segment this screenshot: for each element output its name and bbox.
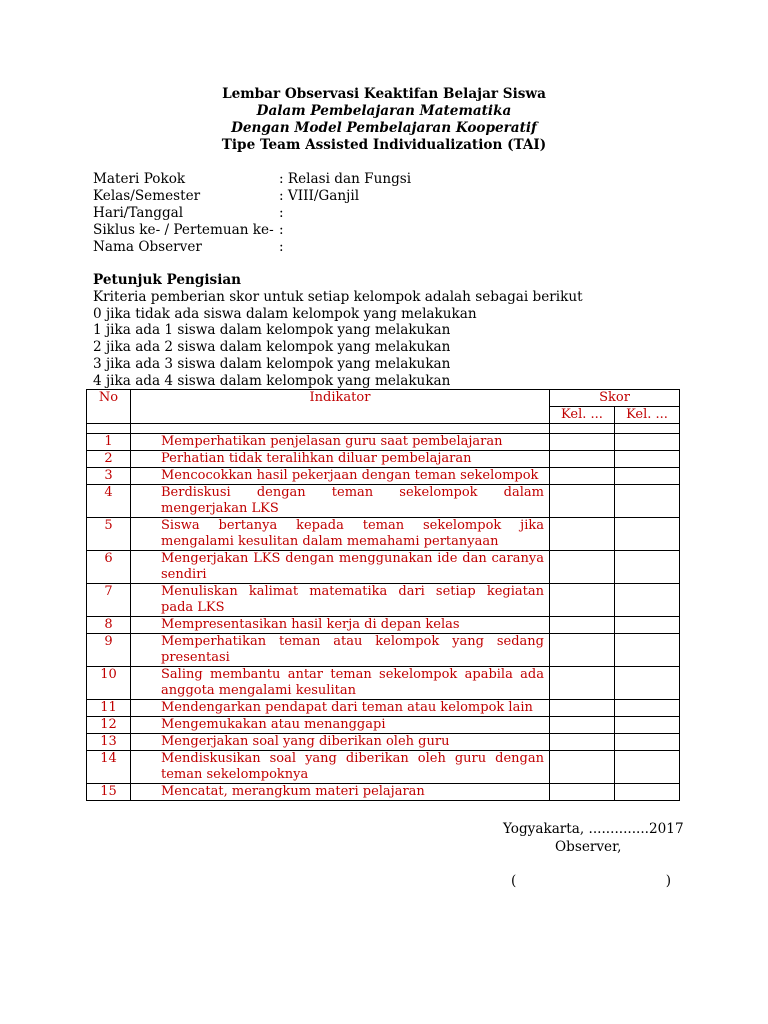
spacer-cell xyxy=(87,424,131,434)
row-number: 12 xyxy=(87,717,131,734)
row-indicator: Mendiskusikan soal yang diberikan oleh guru dengan teman sekelompoknya xyxy=(131,751,550,784)
spacer-cell xyxy=(615,424,680,434)
score-cell-group-1[interactable] xyxy=(550,518,615,551)
score-cell-group-1[interactable] xyxy=(550,584,615,617)
table-row xyxy=(87,468,680,485)
row-number: 4 xyxy=(87,485,131,518)
table-row xyxy=(87,734,680,751)
row-indicator: Perhatian tidak teralihkan diluar pembelajaran xyxy=(131,451,550,468)
score-cell-group-2[interactable] xyxy=(615,784,680,801)
info-label: Kelas/Semester xyxy=(93,188,201,204)
table-header-row xyxy=(87,390,680,407)
identity-section xyxy=(93,171,653,256)
info-row-hari xyxy=(93,205,653,222)
score-cell-group-2[interactable] xyxy=(615,700,680,717)
score-cell-group-1[interactable] xyxy=(550,784,615,801)
instructions-section xyxy=(93,272,693,390)
table-row xyxy=(87,784,680,801)
table-row xyxy=(87,518,680,551)
score-cell-group-2[interactable] xyxy=(615,584,680,617)
score-cell-group-1[interactable] xyxy=(550,717,615,734)
header-no: No xyxy=(87,390,131,424)
row-number: 5 xyxy=(87,518,131,551)
header-group-2: Kel. ... xyxy=(615,407,680,424)
title-line-2: Dalam Pembelajaran Matematika xyxy=(256,103,512,119)
signature-line xyxy=(503,872,671,890)
instruction-line: 0 jika tidak ada siswa dalam kelompok yang melakukan xyxy=(93,305,477,322)
spacer-cell xyxy=(550,424,615,434)
table-row xyxy=(87,485,680,518)
row-indicator: Saling membantu antar teman sekelompok apabila ada anggota mengalami kesulitan xyxy=(131,667,550,700)
score-cell-group-2[interactable] xyxy=(615,551,680,584)
table-row xyxy=(87,700,680,717)
info-row-materi xyxy=(93,171,653,188)
score-cell-group-2[interactable] xyxy=(615,634,680,667)
score-cell-group-2[interactable] xyxy=(615,451,680,468)
table-row xyxy=(87,667,680,700)
title-line-1: Lembar Observasi Keaktifan Belajar Siswa xyxy=(222,86,546,102)
table-row xyxy=(87,551,680,584)
row-number: 10 xyxy=(87,667,131,700)
score-cell-group-2[interactable] xyxy=(615,667,680,700)
instructions-heading: Petunjuk Pengisian xyxy=(93,272,242,288)
open-paren: ( xyxy=(511,873,517,889)
instruction-line: 3 jika ada 3 siswa dalam kelompok yang melakukan xyxy=(93,355,451,372)
signature-block xyxy=(503,820,703,890)
score-cell-group-2[interactable] xyxy=(615,717,680,734)
score-cell-group-2[interactable] xyxy=(615,468,680,485)
score-cell-group-1[interactable] xyxy=(550,434,615,451)
info-row-siklus xyxy=(93,222,653,239)
table-row xyxy=(87,584,680,617)
info-value: : xyxy=(279,239,284,255)
row-number: 6 xyxy=(87,551,131,584)
row-indicator: Siswa bertanya kepada teman sekelompok jika mengalami kesulitan dalam memahami pertanyaan xyxy=(131,518,550,551)
score-cell-group-1[interactable] xyxy=(550,551,615,584)
info-label: Hari/Tanggal xyxy=(93,205,184,221)
score-cell-group-1[interactable] xyxy=(550,734,615,751)
info-row-kelas xyxy=(93,188,653,205)
observation-table xyxy=(86,389,680,801)
row-indicator: Mempresentasikan hasil kerja di depan kelas xyxy=(131,617,550,634)
row-indicator: Mencocokkan hasil pekerjaan dengan teman sekelompok xyxy=(131,468,550,485)
document-title xyxy=(0,86,768,154)
score-cell-group-2[interactable] xyxy=(615,751,680,784)
table-row xyxy=(87,617,680,634)
row-number: 2 xyxy=(87,451,131,468)
table-row xyxy=(87,451,680,468)
observer-role: Observer, xyxy=(555,839,622,855)
score-cell-group-1[interactable] xyxy=(550,617,615,634)
header-score: Skor xyxy=(550,390,680,407)
info-value: : Relasi dan Fungsi xyxy=(279,171,412,187)
instruction-line: Kriteria pemberian skor untuk setiap kelompok adalah sebagai berikut xyxy=(93,288,583,305)
row-number: 7 xyxy=(87,584,131,617)
score-cell-group-2[interactable] xyxy=(615,734,680,751)
info-value: : xyxy=(279,222,284,238)
row-number: 8 xyxy=(87,617,131,634)
row-indicator: Mengerjakan LKS dengan menggunakan ide dan caranya sendiri xyxy=(131,551,550,584)
row-number: 14 xyxy=(87,751,131,784)
score-cell-group-1[interactable] xyxy=(550,468,615,485)
close-paren: ) xyxy=(665,873,671,889)
row-number: 3 xyxy=(87,468,131,485)
row-indicator: Memperhatikan penjelasan guru saat pembelajaran xyxy=(131,434,550,451)
score-cell-group-1[interactable] xyxy=(550,700,615,717)
instruction-line: 1 jika ada 1 siswa dalam kelompok yang melakukan xyxy=(93,322,451,339)
score-cell-group-1[interactable] xyxy=(550,751,615,784)
score-cell-group-2[interactable] xyxy=(615,485,680,518)
row-indicator: Berdiskusi dengan teman sekelompok dalam mengerjakan LKS xyxy=(131,485,550,518)
info-label: Siklus ke- / Pertemuan ke- xyxy=(93,222,274,238)
instruction-line: 2 jika ada 2 siswa dalam kelompok yang melakukan xyxy=(93,339,451,356)
score-cell-group-1[interactable] xyxy=(550,451,615,468)
table-row xyxy=(87,717,680,734)
score-cell-group-2[interactable] xyxy=(615,518,680,551)
score-cell-group-1[interactable] xyxy=(550,485,615,518)
row-indicator: Mencatat, merangkum materi pelajaran xyxy=(131,784,550,801)
row-number: 11 xyxy=(87,700,131,717)
row-indicator: Mengerjakan soal yang diberikan oleh guru xyxy=(131,734,550,751)
title-line-4: Tipe Team Assisted Individualization (TAI) xyxy=(221,137,547,153)
row-number: 13 xyxy=(87,734,131,751)
score-cell-group-2[interactable] xyxy=(615,617,680,634)
info-row-observer xyxy=(93,239,653,256)
row-indicator: Mengemukakan atau menanggapi xyxy=(131,717,550,734)
row-indicator: Memperhatikan teman atau kelompok yang sedang presentasi xyxy=(131,634,550,667)
spacer-cell xyxy=(131,424,550,434)
row-number: 9 xyxy=(87,634,131,667)
spacer-row xyxy=(87,424,680,434)
info-label: Nama Observer xyxy=(93,239,202,255)
info-label: Materi Pokok xyxy=(93,171,186,187)
info-value: : VIII/Ganjil xyxy=(279,188,360,204)
row-indicator: Menuliskan kalimat matematika dari setiap kegiatan pada LKS xyxy=(131,584,550,617)
score-cell-group-1[interactable] xyxy=(550,667,615,700)
place-date: Yogyakarta, ..............2017 xyxy=(503,821,684,837)
table-row xyxy=(87,434,680,451)
score-cell-group-2[interactable] xyxy=(615,434,680,451)
header-indicator: Indikator xyxy=(131,390,550,424)
score-cell-group-1[interactable] xyxy=(550,634,615,667)
info-value: : xyxy=(279,205,284,221)
row-number: 15 xyxy=(87,784,131,801)
title-line-3: Dengan Model Pembelajaran Kooperatif xyxy=(231,120,537,136)
row-indicator: Mendengarkan pendapat dari teman atau kelompok lain xyxy=(131,700,550,717)
table-row xyxy=(87,634,680,667)
instruction-line: 4 jika ada 4 siswa dalam kelompok yang melakukan xyxy=(93,372,451,389)
table-row xyxy=(87,751,680,784)
row-number: 1 xyxy=(87,434,131,451)
header-group-1: Kel. ... xyxy=(550,407,615,424)
